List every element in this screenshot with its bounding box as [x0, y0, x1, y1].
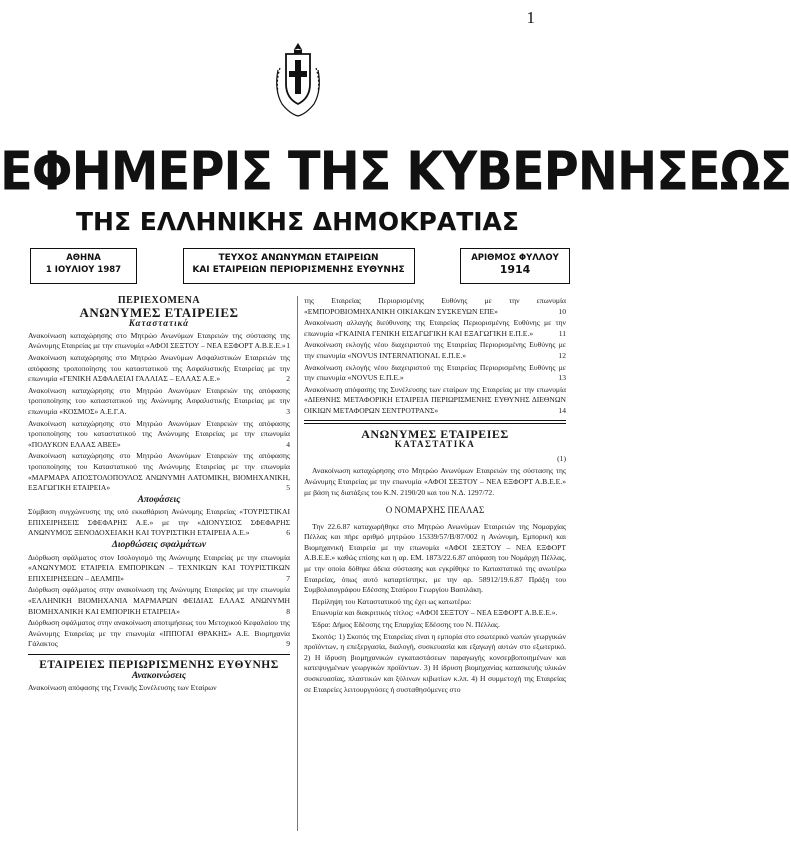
city: ΑΘΗΝΑ [66, 253, 101, 263]
ltd-heading: ΕΤΑΙΡΕΙΕΣ ΠΕΡΙΩΡΙΣΜΕΝΗΣ ΕΥΘΥΝΗΣ [39, 659, 279, 671]
article-paragraph: Έδρα: Δήμος Εδέσσης της Επαρχίας Εδέσσης του Ν. Πέλλας. [312, 620, 500, 630]
contents-entry: Διόρθωση σφάλματος στον Ισολογισμό της Ανώνυμης Εταιρείας με την επωνυμία «ΑΝΩΝΥΜΟΣ ΕΤΑΙΡΕΙΑ ΕΜΠΟΡΙΚΩΝ – ΤΕΧΝΙΚΩΝ ΚΑΙ ΤΟΥΡΙΣΤΙΚΩΝ ΕΠΙΧΕΙΡΗΣΕΩΝ – ΔΕΛΜΠΙ» 7 [28, 552, 290, 583]
page-number: 1 [526, 8, 535, 27]
sheet-number: 1914 [499, 263, 531, 276]
section-double-rule [304, 420, 566, 424]
contents-entry: Ανακοίνωση καταχώρησης στο Μητρώο Ανωνύμων Εταιρειών της απόφασης τροποποίησης του καταστατικού της Ανώνυμης Εταιρείας με την επωνυμία «ΠΟΛΥΚΟΝ ΕΛΛΑΣ ΑΒΕΕ» 4 [28, 418, 290, 449]
issue-type-box [183, 248, 415, 284]
coat-of-arms-icon [268, 40, 328, 120]
contents-entry: Ανακοίνωση απόφασης της Συνέλευσης των εταίρων της Εταιρείας με την επωνυμία «ΔΙΕΘΝΗΣ ΜΕΤΑΦΟΡΙΚΗ ΕΤΑΙΡΕΙΑ ΠΕΡΙΩΡΙΣΜΕΝΗΣ ΕΥΘΥΝΗΣ ΔΙΕΘΝΩΝ ΟΙΚΙΩΝ ΜΕΤΑΦΟΡΩΝ ΣΕΝΤΡΟΤΡΑΝΣ» 14 [304, 384, 566, 415]
article-intro: Ανακοίνωση καταχώρησης στο Μητρώο Ανωνύμων Εταιρειών της σύστασης της Ανώνυμης Εταιρείας με την επωνυμία «ΑΦΟΙ ΣΕΞΤΟΥ – ΝΕΑ ΕΞΦΟΡΤ Α.Β.Ε.Ε.» με βάση τις διατάξεις του Κ.Ν. 2190/20 και του Ν.Δ. 1297/72. [304, 466, 566, 497]
article-column [304, 296, 566, 696]
contents-entry: Διόρθωση σφάλματος στην ανακοίνωση αποτιμήσεως του Μετοχικού Κεφαλαίου της Ανώνυμης Εταιρείας με την επωνυμία «ΙΠΠΟΓΑΙ ΘΡΑΚΗΣ» Α.Ε. Βιομηχανία Γάλακτος 9 [28, 618, 290, 649]
corrections-heading: Διορθώσεις σφαλμάτων [111, 540, 207, 551]
ltd-subheading: Ανακοινώσεις [131, 670, 187, 681]
contents-entry: Ανακοίνωση καταχώρησης στο Μητρώο Ανωνύμων Εταιρειών της απόφασης τροποποίησης του Καταστατικού της Ανώνυμης Εταιρείας με την επωνυμία «ΜΑΡΜΑΡΑ ΑΠΟΣΤΟΛΟΠΟΥΛΟΣ ΑΝΩΝΥΜΗ ΛΑΤΟΜΙΚΗ, ΒΙΟΜΗΧΑΝΙΚΗ, ΕΞΑΓΩΓΙΚΗ ΕΤΑΙΡΕΙΑ» 5 [28, 451, 290, 493]
issue-date: 1 ΙΟΥΛΙΟΥ 1987 [45, 265, 122, 275]
contents-entry: Ανακοίνωση καταχώρησης στο Μητρώο Ανωνύμων Εταιρειών της σύστασης της Ανώνυμης Εταιρείας με την επωνυμία «ΑΦΟΙ ΣΕΞΤΟΥ – ΝΕΑ ΕΞΦΟΡΤ Α.Β.Ε.Ε.» 1 [28, 330, 290, 351]
contents-entry-start: Ανακοίνωση απόφασης της Γενικής Συνέλευσης των Εταίρων [28, 683, 217, 693]
decisions-heading: Αποφάσεις [137, 494, 181, 505]
contents-entry: Σύμβαση συγχώνευσης της υπό εκκαθάριση Ανώνυμης Εταιρείας «ΤΟΥΡΙΣΤΙΚΑΙ ΕΠΙΧΕΙΡΗΣΕΙΣ ΣΦΕΦΑΡΗΣ Α.Ε.» με την «ΔΙΟΝΥΣΙΟΣ ΣΦΕΦΑΡΗΣ ΑΝΩΝΥΜΟΣ ΞΕΝΟΔΟΧΕΙΑΚΗ ΚΑΙ ΤΟΥΡΙΣΤΙΚΗ ΕΤΑΙΡΕΙΑ Α.Ε.» 6 [28, 507, 290, 538]
gazette-title: ΕΦΗΜΕΡΙΣ ΤΗΣ ΚΥΒΕΡΝΗΣΕΩΣ [0, 140, 791, 203]
contents-entry: Διόρθωση σφάλματος στην ανακοίνωση της Ανώνυμης Εταιρείας με την επωνυμία «ΕΛΛΗΝΙΚΗ ΒΙΟΜΗΧΑΝΙΑ ΜΑΡΜΑΡΩΝ ΦΕΙΔΙΑΣ ΕΛΛΑΣ ΑΝΩΝΥΜΗ ΒΙΟΜΗΧΑΝΙΚΗ ΚΑΙ ΕΜΠΟΡΙΚΗ ΕΤΑΙΡΕΙΑ» 8 [28, 585, 290, 616]
contents-entry: Ανακοίνωση καταχώρησης στο Μητρώο Ανωνύμων Εταιρειών της απόφασης τροποποίησης του καταστατικού της Ανώνυμης Ασφαλιστικής Εταιρείας με την επωνυμία «ΚΟΣΜΟΣ» Α.Ε.Γ.Α. 3 [28, 385, 290, 416]
article-heading: ΑΝΩΝΥΜΕΣ ΕΤΑΙΡΕΙΕΣ [361, 426, 509, 441]
issue-type-line1: ΤΕΥΧΟΣ ΑΝΩΝΥΜΩΝ ΕΤΑΙΡΕΙΩΝ [218, 253, 379, 263]
article-paragraph: Την 22.6.87 καταχωρήθηκε στο Μητρώο Ανωνύμων Εταιρειών της Νομαρχίας Πέλλας και πήρε αριθμό μητρώου 15339/57/Β/87/002 η Ανώνυμη, Εμπορική και Βιομηχανική Εταιρεία με την επωνυμία «ΑΦΟΙ ΣΕΞΤΟΥ – ΝΕΑ ΕΞΦΟΡΤ Α.Β.Ε.Ε.» καθώς επίσης και η αρ. ΕΜ. 1873/22.6.87 απόφαση του Νομάρχη Πέλλας, με την οποία δόθηκε άδεια σύστασης και εγκρίθηκε το Καταστατικό της ανωτέρω Εταιρείας, όπως αυτό καταρτίστηκε, με την αρ. 58912/19.6.87 Πράξη του Συμβολαιογράφου Εδέσσης Σταύρου Γεωργίου Βασιλάκη. [304, 521, 566, 595]
column-divider [297, 296, 298, 831]
sheet-label: ΑΡΙΘΜΟΣ ΦΥΛΛΟΥ [471, 253, 559, 263]
sa-subheading: Καταστατικά [128, 318, 190, 329]
sa-entries-list [28, 331, 290, 494]
contents-column [28, 296, 290, 695]
contents-entry: Ανακοίνωση αλλαγής διεύθυνσης της Εταιρείας Περιορισμένης Ευθύνης με την επωνυμία «ΓΚΑΙΝΙΑ ΓΕΝΙΚΗ ΕΙΣΑΓΩΓΙΚΗ ΚΑΙ ΕΞΑΓΩΓΙΚΗ Ε.Π.Ε.» 11 [304, 318, 566, 338]
contents-heading: ΠΕΡΙΕΧΟΜΕΝΑ [117, 295, 201, 306]
contents-entry: Ανακοίνωση καταχώρησης στο Μητρώο Ανωνύμων Ασφαλιστικών Εταιρειών της απόφασης τροποποίησης του καταστατικού της Ασφαλιστικής Εταιρείας με την επωνυμία «ΓΕΝΙΚΗ ΑΣΦΑΛΕΙΑΙ ΓΑΛΛΙΑΣ – ΕΛΛΑΣ Α.Ε.» 2 [28, 352, 290, 384]
section-rule [28, 654, 290, 655]
issue-type-line2: ΚΑΙ ΕΤΑΙΡΕΙΩΝ ΠΕΡΙΟΡΙΣΜΕΝΗΣ ΕΥΘΥΝΗΣ [192, 265, 405, 275]
contents-entry: Ανακοίνωση εκλογής νέου διαχειριστού της Εταιρείας Περιορισμένης Ευθύνης με την επωνυμία «NOVUS Ε.Π.Ε.» 13 [304, 362, 566, 383]
sheet-number-box [460, 248, 570, 284]
contents-entry: Ανακοίνωση εκλογής νέου διαχειριστού της Εταιρείας Περιορισμένης Ευθύνης με την επωνυμία «NOVUS INTERNATIONAL Ε.Π.Ε.» 12 [304, 340, 566, 360]
article-paragraph: Σκοπός: 1) Σκοπός της Εταιρείας είναι η εμπορία στο εσωτερικό νωπών γεωργικών προϊόντων, η επεξεργασία, διαλογή, συσκευασία και εξαγωγή αυτών στο εξωτερικό. 2) Η ίδρυση βιομηχανικών εγκαταστάσεων παραγωγής κονσερβοποιημένων και κατεψυγμένων γεωργικών προϊόντων. 3) Η ίδρυση βιομηχανίας κατασκευής υλικών συσκευασίας, πλαστικών και ξύλινων κιβωτίων κ.λπ. 4) Η συμμετοχή της Εταιρείας σε Εταιρείες λειτουργούσες ή συσταθησόμενες στο [304, 631, 566, 694]
gazette-subtitle: ΤΗΣ ΕΛΛΗΝΙΚΗΣ ΔΗΜΟΚΡΑΤΙΑΣ [76, 207, 519, 236]
location-date-box [30, 248, 137, 284]
prefect-heading: Ο ΝΟΜΑΡΧΗΣ ΠΕΛΛΑΣ [385, 505, 485, 516]
article-subheading: ΚΑΤΑΣΤΑΤΙΚΑ [394, 439, 476, 450]
article-paragraph: Επωνυμία και διακριτικός τίτλος: «ΑΦΟΙ ΣΕΞΤΟΥ – ΝΕΑ ΕΞΦΟΡΤ Α.Β.Ε.Ε.». [312, 608, 558, 618]
article-paragraph: Περίληψη του Καταστατικού της έχει ως κατωτέρω: [312, 596, 472, 606]
issue-header [30, 248, 570, 284]
article-number: (1) [557, 453, 566, 463]
sa-heading: ΑΝΩΝΥΜΕΣ ΕΤΑΙΡΕΙΕΣ [79, 304, 239, 320]
contents-entry: της Εταιρείας Περιορισμένης Ευθύνης με την επωνυμία «ΕΜΠΟΡΟΒΙΟΜΗΧΑΝΙΚΗ ΟΙΚΙΑΚΩΝ ΣΥΣΚΕΥΩΝ ΕΠΕ» 10 [304, 296, 566, 316]
